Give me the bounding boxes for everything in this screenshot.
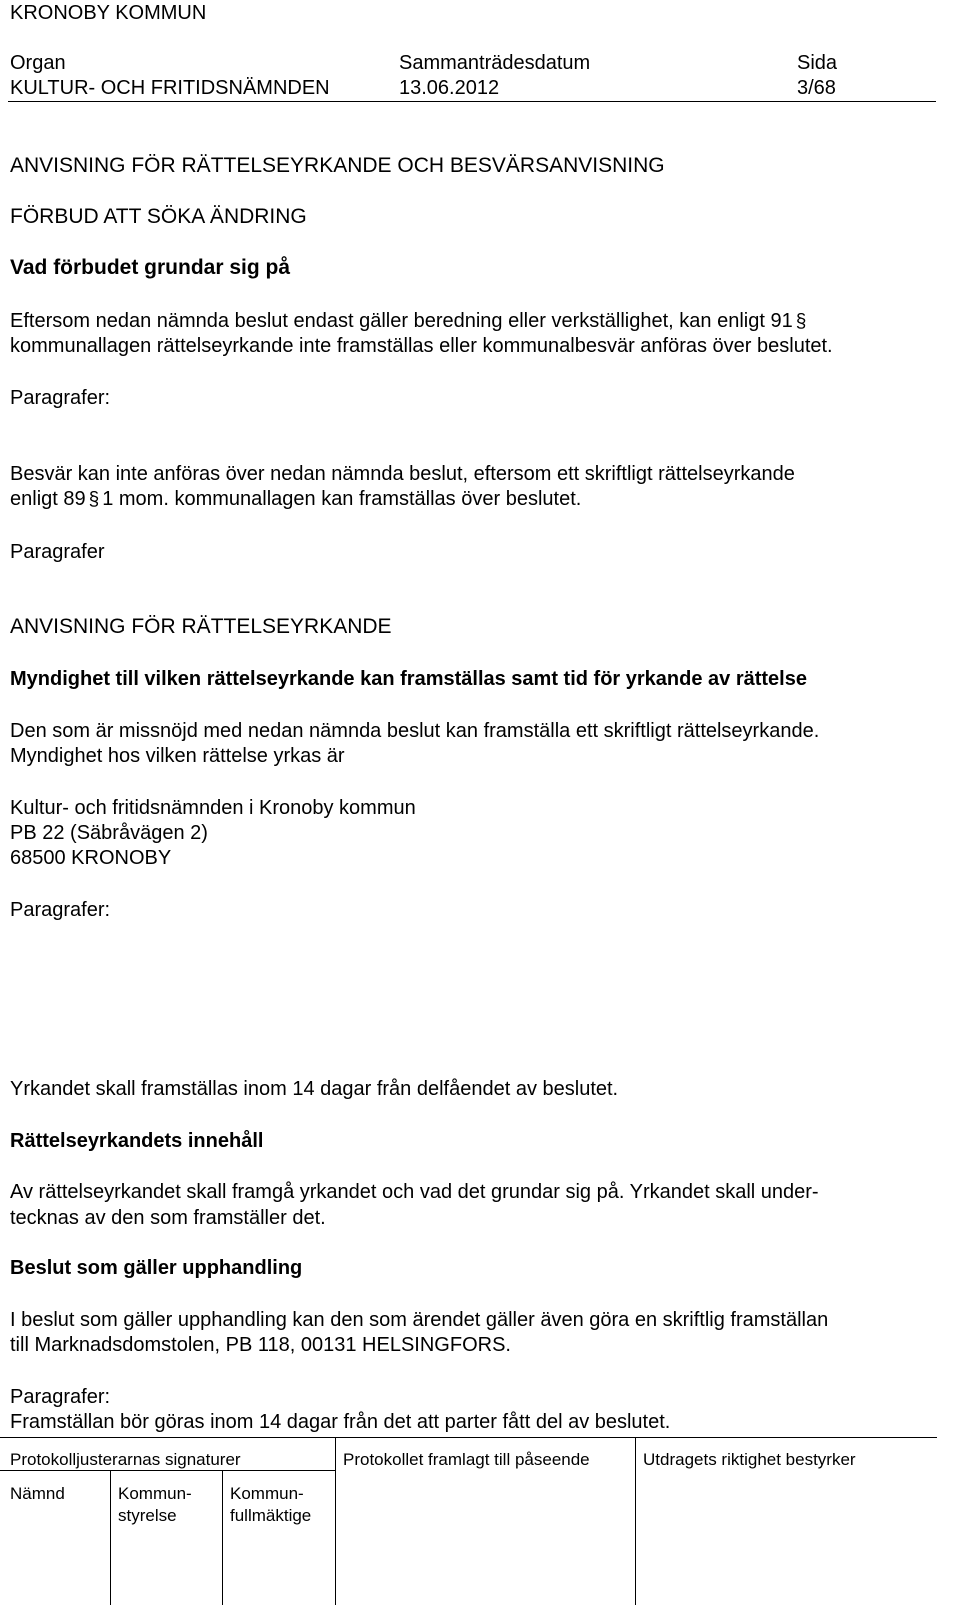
page-number: 3/68 (797, 77, 836, 99)
signature-column-divider-1 (110, 1470, 111, 1605)
deadline-text: Yrkandet skall framställas inom 14 dagar från delfåendet av beslutet. (10, 1078, 619, 1100)
footer-divider-1 (335, 1437, 336, 1605)
signature-column-fullmaktige-line-1: Kommun- (230, 1484, 304, 1503)
date-label: Sammanträdesdatum (399, 52, 591, 74)
signature-column-styrelse-line-1: Kommun- (118, 1484, 192, 1503)
footer-divider-2 (635, 1437, 636, 1605)
authority-line-1: Den som är missnöjd med nedan nämnda beslut kan framställa ett skriftligt rättelseyrkande. (10, 720, 820, 742)
signature-column-namnd: Nämnd (10, 1484, 65, 1503)
address-line-3: 68500 KRONOBY (10, 847, 172, 869)
paragrafer-label-4: Paragrafer: (10, 1386, 111, 1408)
content-line-1: Av rättelseyrkandet skall framgå yrkandet och vad det grundar sig på. Yrkandet skall under- (10, 1181, 819, 1203)
signatures-label: Protokolljusterarnas signaturer (10, 1450, 241, 1469)
main-heading: ANVISNING FÖR RÄTTELSEYRKANDE OCH BESVÄRSANVISNING (10, 154, 665, 177)
paragrafer-label-3: Paragrafer: (10, 899, 111, 921)
header-divider (8, 101, 936, 102)
organ-value: KULTUR- OCH FRITIDSNÄMNDEN (10, 77, 330, 99)
procurement-line-2: till Marknadsdomstolen, PB 118, 00131 HELSINGFORS. (10, 1334, 511, 1356)
ban-paragraph-1-text: Eftersom nedan nämnda beslut endast gäller beredning eller verkställighet, kan enligt 91 (10, 310, 793, 332)
ban-paragraph-1-line-1 (10, 309, 809, 334)
paragrafer-label-1: Paragrafer: (10, 387, 111, 409)
signature-column-styrelse-line-2: styrelse (118, 1506, 177, 1525)
authority-line-2: Myndighet hos vilken rättelse yrkas är (10, 745, 345, 767)
signature-column-fullmaktige-line-2: fullmäktige (230, 1506, 312, 1525)
correction-heading: ANVISNING FÖR RÄTTELSEYRKANDE (10, 615, 392, 638)
content-line-2: tecknas av den som framställer det. (10, 1207, 326, 1229)
procurement-heading: Beslut som gäller upphandling (10, 1257, 303, 1279)
ban-subheading: Vad förbudet grundar sig på (10, 256, 291, 279)
ban-paragraph-1-line-2: kommunallagen rättelseyrkande inte framställas eller kommunalbesvär anföras över beslutet. (10, 335, 833, 357)
public-display-label: Protokollet framlagt till påseende (343, 1450, 590, 1469)
section-symbol: § (88, 489, 100, 510)
procurement-deadline: Framställan bör göras inom 14 dagar från det att parter fått del av beslutet. (10, 1411, 671, 1433)
paragrafer-label-2: Paragrafer (10, 541, 105, 563)
section-symbol: § (795, 311, 807, 332)
ban-paragraph-2-part-a: enligt 89 (10, 488, 86, 510)
municipality-name: KRONOBY KOMMUN (10, 2, 207, 24)
organ-label: Organ (10, 52, 66, 74)
ban-paragraph-2-line-1: Besvär kan inte anföras över nedan nämnda beslut, eftersom ett skriftligt rättelseyrkande (10, 463, 795, 485)
address-line-1: Kultur- och fritidsnämnden i Kronoby kommun (10, 797, 416, 819)
certified-extract-label: Utdragets riktighet bestyrker (643, 1450, 856, 1469)
procurement-line-1: I beslut som gäller upphandling kan den som ärendet gäller även göra en skriftlig framställan (10, 1309, 829, 1331)
content-heading: Rättelseyrkandets innehåll (10, 1130, 264, 1152)
authority-heading: Myndighet till vilken rättelseyrkande kan framställas samt tid för yrkande av rättelse (10, 668, 807, 690)
address-line-2: PB 22 (Säbråvägen 2) (10, 822, 208, 844)
ban-paragraph-2-line-2 (10, 487, 581, 512)
meeting-date: 13.06.2012 (399, 77, 500, 99)
page-label: Sida (797, 52, 838, 74)
signature-column-divider-2 (222, 1470, 223, 1605)
footer-top-border (0, 1437, 937, 1438)
ban-heading: FÖRBUD ATT SÖKA ÄNDRING (10, 205, 307, 228)
ban-paragraph-2-part-b: 1 mom. kommunallagen kan framställas över beslutet. (102, 488, 582, 510)
